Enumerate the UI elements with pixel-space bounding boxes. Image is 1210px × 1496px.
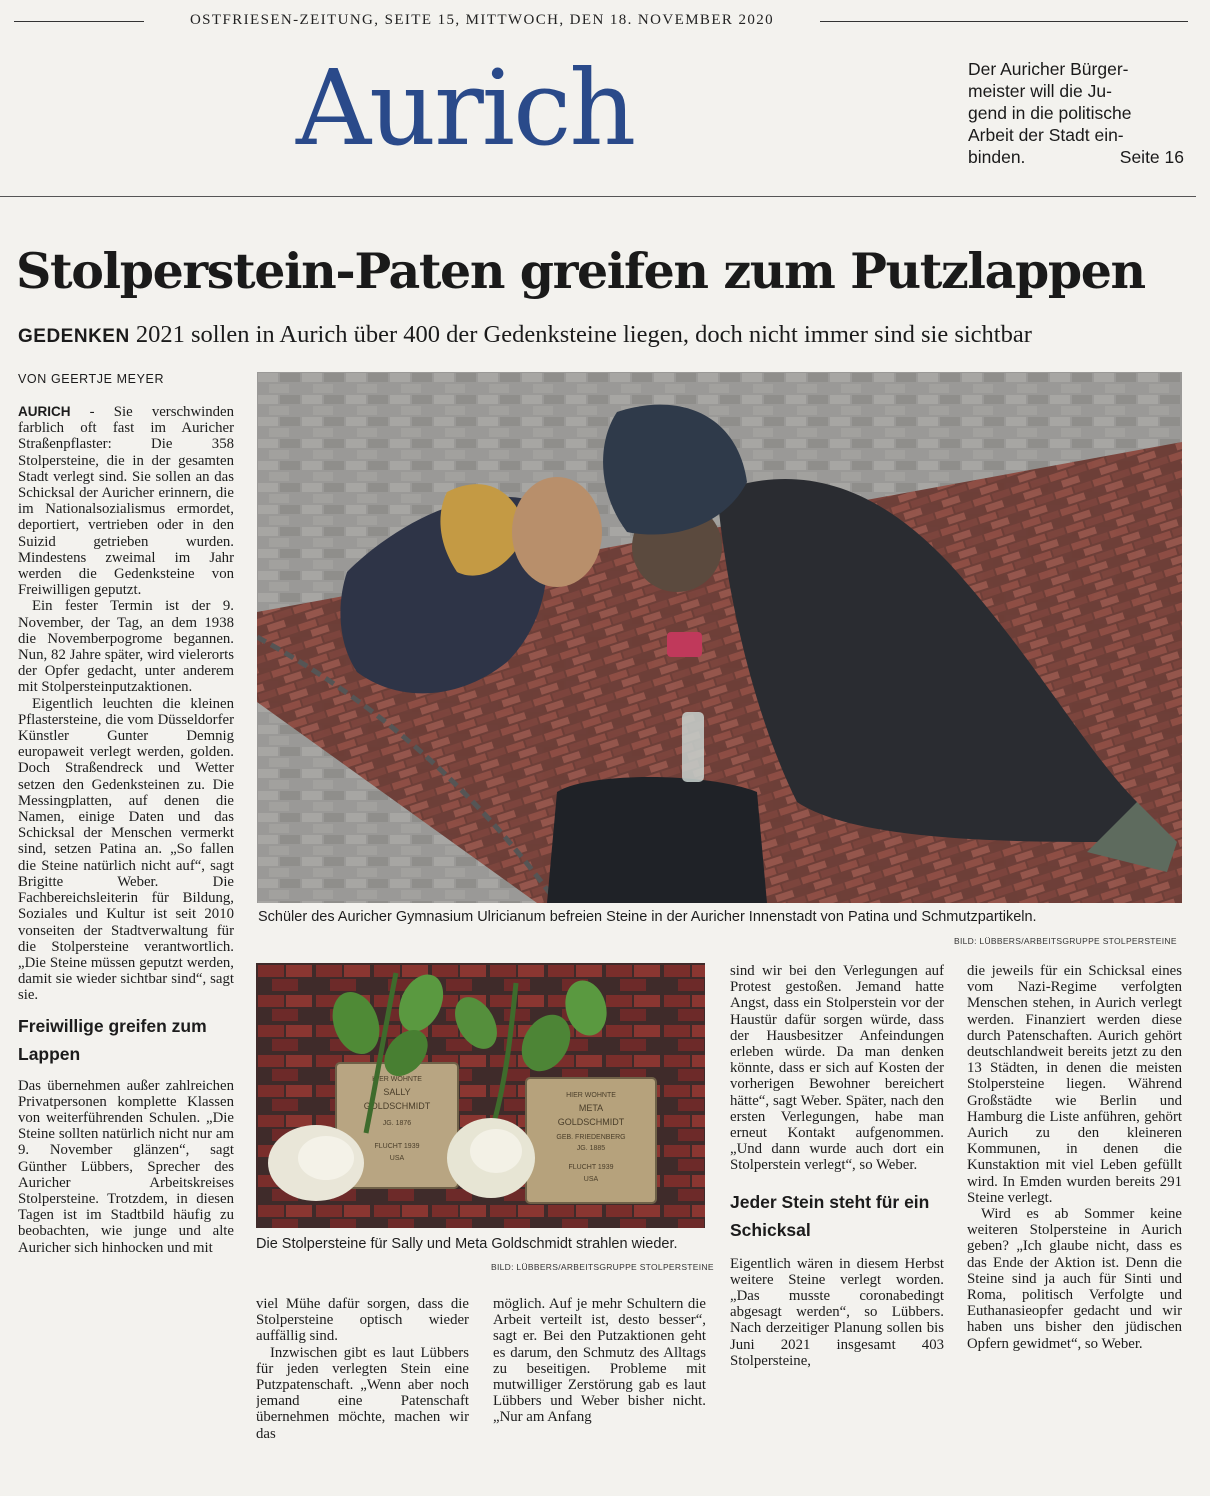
stone2-line: HIER WOHNTE xyxy=(566,1092,616,1099)
headline: Stolperstein-Paten greifen zum Putzlappen xyxy=(16,242,1145,300)
paragraph: Wird es ab Sommer keine weiteren Stolpersteine in Aurich geben? „Ich glaube nicht, dass es das Ende der Aktion ist. Denn die Steine sind ja auch für Sinti und Roma, politisch Verfolgte und Euthanasieopfer gedacht und wir haben uns bisher den jüdischen Opfern gewidmet“, so Weber. xyxy=(967,1206,1182,1352)
paragraph-text: - Sie verschwinden farblich oft fast im Auricher Straßenpflaster: Die 358 Stolpersteine, die in der gesamten Stadt verlegt sind. Sie sollen an das Schicksal der Auricher erinnern, die im Nationalsozialismus ermordet, deportiert, vertrieben oder in den Suizid getrieben wurden. Mindestens zweimal im Jahr werden die Gedenksteine von Freiwilligen geputzt. xyxy=(18,404,234,599)
dateline: OSTFRIESEN-ZEITUNG, SEITE 15, MITTWOCH, DEN 18. NOVEMBER 2020 xyxy=(189,12,775,28)
stone1-line: SALLY xyxy=(383,1087,411,1097)
photo-illustration xyxy=(256,963,705,1228)
paragraph: viel Mühe dafür sorgen, dass die Stolpersteine optisch wieder auffällig sind. xyxy=(256,1296,469,1345)
stone2-line: USA xyxy=(583,1176,599,1183)
photo2-caption: Die Stolpersteine für Sally und Meta Goldschmidt strahlen wieder. xyxy=(256,1236,678,1252)
stone2-line: GOLDSCHMIDT xyxy=(557,1117,625,1127)
paragraph: sind wir bei den Verlegungen auf Protest gestoßen. Jemand hatte Angst, dass ein Stolperstein vor der Haustür dafür sorgen würde, dass der Hausbesitzer Anfeindungen erleben würde. Da man denken könnte, dass er sich auf Kosten der vorherigen Bewohner bereichert hätte“, sagt Weber. Später, nach den ersten Verlegungen, habe man erneut Kontakt aufgenommen. „Und dann wurde auch dort ein Stolperstein verlegt“, so Weber. xyxy=(730,963,944,1174)
stone2-line: META xyxy=(578,1103,604,1113)
stone1-line: GOLDSCHMIDT xyxy=(363,1101,431,1111)
kicker: GEDENKEN xyxy=(18,326,130,347)
subhead-text: 2021 sollen in Aurich über 400 der Gedenksteine liegen, doch nicht immer sind sie sichtbar xyxy=(135,321,1032,348)
paragraph xyxy=(18,404,234,598)
dateline-place: AURICH xyxy=(18,404,71,419)
photo-cleaning-stones xyxy=(257,372,1182,903)
stone1-line: USA xyxy=(389,1155,405,1162)
teaser-box xyxy=(968,58,1184,168)
paragraph: Das übernehmen außer zahlreichen Privatpersonen komplette Klassen von weiterführenden Schulen. „Die Steine sollten natürlich nicht nur am 9. November glänzen“, sagt Günther Lübbers, Sprecher des Auricher Arbeitskreises Stolpersteine. Trotzdem, in diesen Tagen ist im Stadtbild häufig zu beobachten, wie junge und alte Auricher sich hinhocken und mit xyxy=(18,1077,234,1256)
teaser-last-line xyxy=(968,146,1184,168)
article-column-4 xyxy=(730,963,944,1458)
photo1-credit: BILD: LÜBBERS/ARBEITSGRUPPE STOLPERSTEINE xyxy=(954,936,1177,946)
stone1-line: FLUCHT 1939 xyxy=(374,1143,420,1150)
stone1-line: JG. 1876 xyxy=(382,1120,412,1127)
photo2-credit: BILD: LÜBBERS/ARBEITSGRUPPE STOLPERSTEINE xyxy=(491,1262,714,1272)
teaser-line: Arbeit der Stadt ein- xyxy=(968,125,1124,145)
stone2-line: GEB. FRIEDENBERG xyxy=(556,1134,626,1141)
article-column-3 xyxy=(493,1296,706,1456)
header-rule-right xyxy=(820,21,1188,22)
photo-stolpersteine xyxy=(256,963,705,1228)
paragraph: Ein fester Termin ist der 9. November, der Tag, an dem 1938 die Novemberpogrome begannen. Nun, 82 Jahre später, wird vielerorts der Opfer gedacht, unter anderem mit Stolpersteinputzaktionen. xyxy=(18,598,234,696)
header-divider xyxy=(0,196,1196,197)
photo-illustration xyxy=(257,372,1182,903)
article-column-2 xyxy=(256,1296,469,1456)
teaser-line: meister will die Ju- xyxy=(968,81,1112,101)
teaser-line: Der Auricher Bürger- xyxy=(968,59,1129,79)
stone2-line: JG. 1885 xyxy=(576,1145,606,1152)
paragraph: die jeweils für ein Schicksal eines vom Nazi-Regime verfolgten Menschen stehen, in Aurich verlegt werden. Finanziert werden diese durch Patenschaften. Aurich gehört deutschlandweit bereits jetzt zu den 13 Städten, in denen die meisten Stolpersteine liegen. Während Großstädte wie Berlin und Hamburg die Liste anführen, gehört Aurich zu den kleineren Kommunen, in denen die Kunstaktion mit viel Leben gefüllt wird. In Emden wurden bereits 291 Steine verlegt. xyxy=(967,963,1182,1206)
subhead xyxy=(18,320,1198,352)
teaser-page-link[interactable]: Seite 16 xyxy=(1119,147,1184,167)
stone2-line: FLUCHT 1939 xyxy=(568,1164,614,1171)
subheading: Freiwillige greifen zum Lappen xyxy=(18,1015,207,1064)
subheading: Jeder Stein steht für ein Schicksal xyxy=(730,1191,930,1240)
stone1-line: HIER WOHNTE xyxy=(372,1076,422,1083)
teaser-line: gend in die politische xyxy=(968,103,1132,123)
article-column-1 xyxy=(18,404,234,1456)
paragraph: Eigentlich leuchten die kleinen Pflastersteine, die vom Düsseldorfer Künstler Gunter Demnig europaweit verlegt werden, golden. Doch Straßendreck und Wetter setzen den Gedenksteinen zu. Die Messingplatten, auf denen die Namen, einige Daten und das Schicksal der Menschen vermerkt sind, setzen Patina an. „So fallen die Steine natürlich nicht auf“, sagt Brigitte Weber. Die Fachbereichsleiterin für Bildung, Soziales und Kultur ist seit 2010 vonseiten der Stadtverwaltung für die Stolpersteine verantwortlich. „Die Steine müssen geputzt werden, damit sie wieder sichtbar sind“, sagt sie. xyxy=(18,695,234,1004)
header-rule-left xyxy=(14,21,144,22)
photo1-caption: Schüler des Auricher Gymnasium Ulricianum befreien Steine in der Auricher Innenstadt von Patina und Schmutzpartikeln. xyxy=(258,909,1037,925)
teaser-line: binden. xyxy=(968,147,1026,167)
author-byline: VON GEERTJE MEYER xyxy=(18,372,165,386)
section-title: Aurich xyxy=(296,47,635,169)
paragraph: Eigentlich wären in diesem Herbst weitere Steine verlegt worden. „Das musste coronabedingt abgesagt werden“, so Lübbers. Nach derzeitiger Planung sollen bis Juni 2021 insgesamt 403 Stolpersteine, xyxy=(730,1255,944,1369)
paragraph: Inzwischen gibt es laut Lübbers für jeden verlegten Stein eine Putzpatenschaft. „Wenn aber noch jemand eine Patenschaft übernehmen möchte, machen wir das xyxy=(256,1344,469,1442)
article-column-5 xyxy=(967,963,1182,1458)
paragraph: möglich. Auf je mehr Schultern die Arbeit verteilt ist, desto besser“, sagt er. Bei den Putzaktionen geht es darum, den Schmutz des Alltags zu beseitigen. Probleme mit mutwilliger Zerstörung gab es laut Lübbers und Weber bisher nicht. „Nur am Anfang xyxy=(493,1296,706,1426)
